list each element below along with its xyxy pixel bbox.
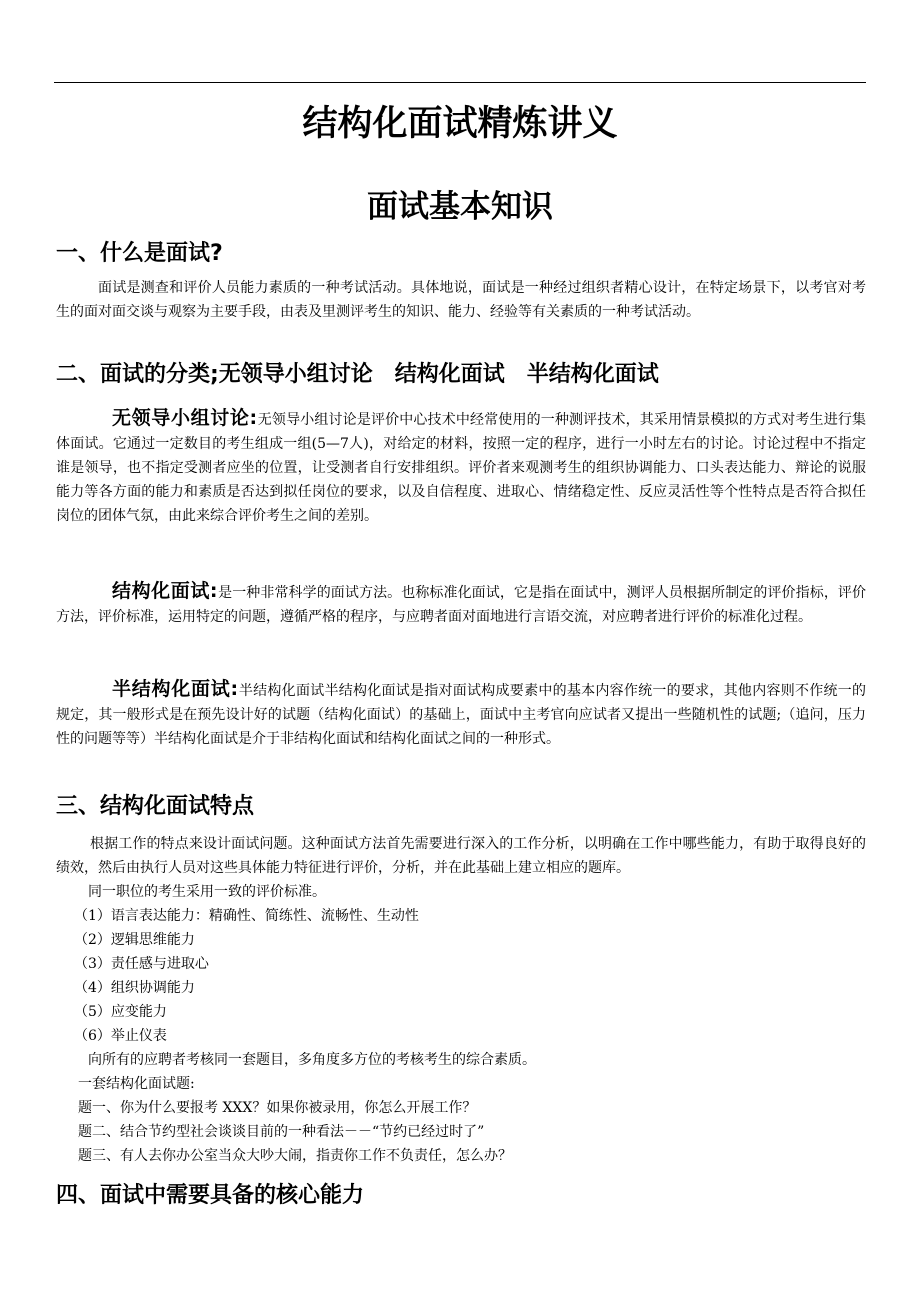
- list-item: （4）组织协调能力: [74, 980, 195, 996]
- paragraph-leaderless-group: [56, 406, 866, 528]
- paragraph-same-questions: 向所有的应聘者考核同一套题目，多角度多方位的考核考生的综合素质。: [88, 1052, 536, 1068]
- heading-structured-features: 三、结构化面试特点: [56, 794, 255, 819]
- list-item: （2）逻辑思维能力: [74, 932, 195, 948]
- question-3: 题三、有人去你办公室当众大吵大闹，指责你工作不负责任，怎么办？: [78, 1148, 512, 1164]
- heading-core-abilities: 四、面试中需要具备的核心能力: [56, 1183, 365, 1208]
- term-semi-structured-interview: 半结构化面试:: [112, 678, 239, 700]
- question-2: 题二、结合节约型社会谈谈目前的一种看法－－“节约已经过时了”: [78, 1124, 485, 1140]
- term-structured-interview: 结构化面试:: [112, 580, 219, 602]
- list-item: （6）举止仪表: [74, 1028, 167, 1044]
- paragraph-structured-interview: [56, 579, 866, 629]
- heading-interview-types: 二、面试的分类;无领导小组讨论 结构化面试 半结构化面试: [56, 362, 659, 387]
- heading-what-is-interview: 一、什么是面试?: [56, 241, 223, 266]
- paragraph-question-set-label: 一套结构化面试题:: [78, 1076, 195, 1092]
- body-leaderless-group: 无领导小组讨论是评价中心技术中经常使用的一种测评技术，其采用情景模拟的方式对考生进行集体面试。它通过一定数目的考生组成一组(5—7人)，对给定的材料，按照一定的程序，进行一小时左右的讨论。讨论过程中不指定谁是领导，也不指定受测者应坐的位置，让受测者自行安排组织。评价者来观测考生的组织协调能力、口头表达能力、辩论的说服能力等各方面的能力和素质是否达到拟任岗位的要求，以及自信程度、进取心、情绪稳定性、反应灵活性等个性特点是否符合拟任岗位的团体气氛，由此来综合评价考生之间的差别。: [56, 412, 866, 524]
- term-leaderless-group: 无领导小组讨论:: [112, 407, 258, 429]
- body-structured-interview: 是一种非常科学的面试方法。也称标准化面试，它是指在面试中，测评人员根据所制定的评价指标，评价方法，评价标准，运用特定的问题，遵循严格的程序，与应聘者面对面地进行言语交流，对应聘者进行评价的标准化过程。: [56, 585, 866, 625]
- paragraph-what-is-interview: 面试是测查和评价人员能力素质的一种考试活动。具体地说，面试是一种经过组织者精心设计，在特定场景下，以考官对考生的面对面交谈与观察为主要手段，由表及里测评考生的知识、能力、经验等有关素质的一种考试活动。: [56, 280, 866, 320]
- paragraph-features-intro: 根据工作的特点来设计面试问题。这种面试方法首先需要进行深入的工作分析，以明确在工作中哪些能力，有助于取得良好的绩效，然后由执行人员对这些具体能力特征进行评价，分析，并在此基础上建立相应的题库。: [56, 836, 866, 876]
- question-1: 题一、你为什么要报考 XXX？如果你被录用，你怎么开展工作？: [78, 1100, 477, 1116]
- list-item: （5）应变能力: [74, 1004, 167, 1020]
- paragraph-uniform-standard: 同一职位的考生采用一致的评价标准。: [88, 884, 326, 900]
- section-title: 面试基本知识: [367, 189, 553, 225]
- header-rule: [54, 82, 866, 83]
- list-item: （3）责任感与进取心: [74, 956, 209, 972]
- list-item: （1）语言表达能力：精确性、简练性、流畅性、生动性: [74, 908, 419, 924]
- paragraph-semi-structured-interview: [56, 677, 866, 751]
- body-semi-structured-interview: 半结构化面试半结构化面试是指对面试构成要素中的基本内容作统一的要求，其他内容则不作统一的规定，其一般形式是在预先设计好的试题（结构化面试）的基础上，面试中主考官向应试者又提出一些随机性的试题;（追问，压力性的问题等等）半结构化面试是介于非结构化面试和结构化面试之间的一种形式。: [56, 683, 866, 747]
- document-title: 结构化面试精炼讲义: [302, 104, 618, 144]
